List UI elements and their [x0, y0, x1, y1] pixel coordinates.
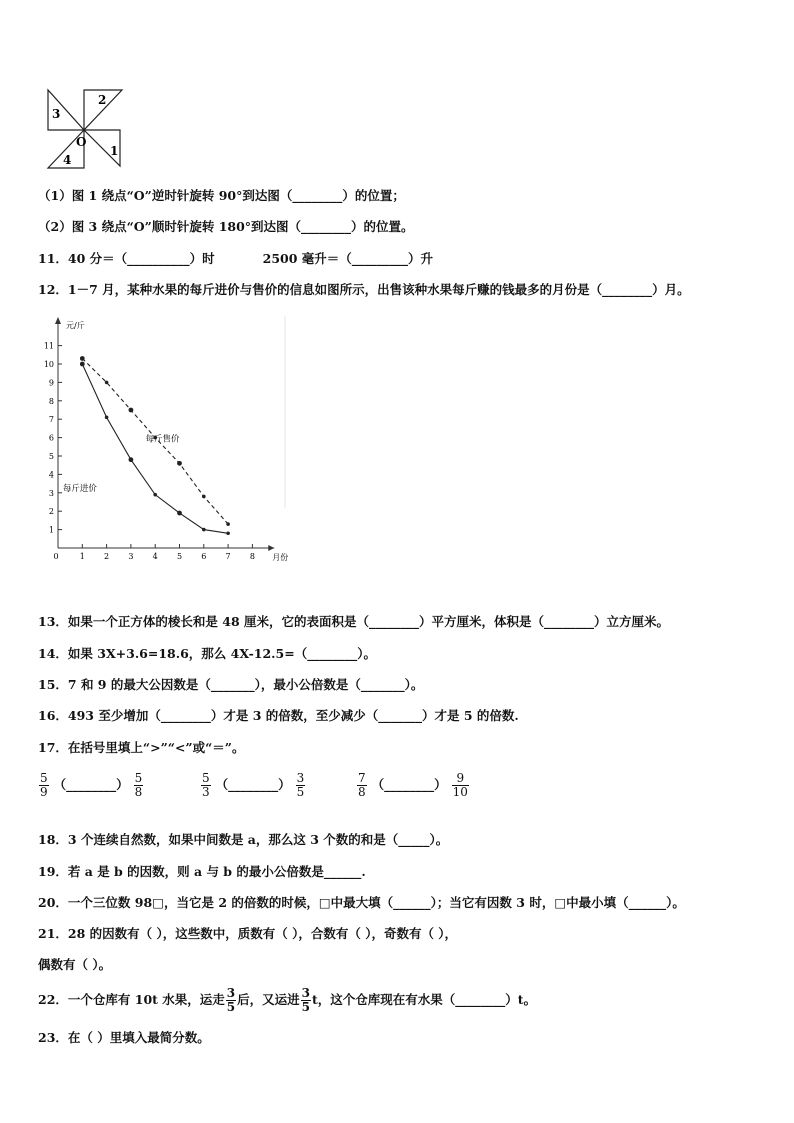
data-point	[202, 495, 206, 499]
q17-comparisons	[0, 772, 794, 816]
fraction: $\frac{7}{8}$	[358, 771, 366, 799]
data-point	[80, 356, 85, 361]
figure-label-4: 4	[63, 153, 72, 167]
fraction: $\frac{3}{5}$	[226, 986, 236, 1014]
q22-pre: 一个仓库有 10t 水果，运走	[67, 992, 225, 1007]
fraction: $\frac{3}{5}$	[301, 986, 311, 1014]
q11-part2: 2500 毫升＝（_________）升	[262, 251, 434, 266]
q19-number: 19．	[38, 864, 68, 879]
x-tick-label: 8	[249, 552, 255, 561]
y-axis-arrow	[55, 317, 61, 324]
compare-blank[interactable]: （________）	[371, 777, 447, 792]
compare-blank[interactable]: （________）	[215, 777, 291, 792]
fraction: $\frac{3}{5}$	[296, 771, 305, 799]
q14	[38, 646, 376, 662]
q17-number: 17．	[38, 740, 68, 755]
q12-number: 12．	[38, 282, 68, 297]
y-tick-label: 2	[48, 507, 54, 517]
y-tick-label: 9	[48, 378, 54, 388]
q23-number: 23．	[38, 1030, 68, 1045]
fraction: $\frac{5}{3}$	[202, 771, 210, 799]
series-label-2: 每斤进价	[62, 483, 97, 494]
q17-pair-1	[38, 772, 144, 799]
q11-part1: 40 分＝（__________）时	[67, 251, 215, 266]
q21-number: 21．	[38, 926, 68, 941]
figure-label-2: 2	[98, 93, 107, 107]
q13	[38, 614, 669, 630]
x-tick-label: 1	[79, 552, 85, 561]
rotation-figure	[44, 88, 126, 170]
data-point	[105, 416, 109, 420]
x-tick-label: 2	[104, 552, 110, 561]
q18-number: 18．	[38, 832, 68, 847]
q22-post: t，这个仓库现在有水果（________）t。	[312, 992, 537, 1007]
price-chart	[40, 312, 300, 570]
x-tick-label: 6	[201, 552, 207, 561]
compare-blank[interactable]: （________）	[53, 777, 129, 792]
fraction: $\frac{5}{8}$	[134, 771, 143, 799]
y-tick-label: 8	[48, 396, 54, 406]
series-line-2	[82, 364, 228, 533]
y-tick-label: 3	[48, 488, 54, 498]
q15-text: 7 和 9 的最大公因数是（_______），最小公倍数是（_______）。	[67, 677, 424, 692]
q10-sub2: （2）图 3 绕点“O”顺时针旋转 180°到达图（________）的位置。	[38, 219, 414, 234]
q17-pair-3	[356, 772, 470, 799]
q21-line2: 偶数有（ ）。	[38, 957, 112, 972]
x-tick-label: 7	[225, 552, 231, 561]
x-tick-label: 3	[128, 552, 134, 561]
y-tick-label: 1	[48, 525, 54, 535]
q14-text: 如果 3X+3.6=18.6，那么 4X-12.5=（________）。	[67, 646, 376, 661]
q14-number: 14．	[38, 646, 68, 661]
q23-text: 在（ ）里填入最简分数。	[67, 1030, 210, 1045]
y-tick-label: 7	[48, 415, 54, 425]
y-tick-label: 5	[48, 452, 54, 461]
q12	[38, 282, 690, 298]
q20-text: 一个三位数 98□，当它是 2 的倍数的时候，□中最大填（______）；当它有因数 3 时，□中最小填（______）。	[67, 895, 685, 910]
q17-pair-2	[200, 772, 306, 799]
q16-text: 493 至少增加（________）才是 3 的倍数，至少减少（_______）才是 5 的倍数.	[67, 708, 519, 723]
data-point	[105, 381, 109, 385]
q22-mid: 后，又运进	[237, 992, 300, 1007]
data-point	[177, 461, 182, 466]
data-point	[80, 362, 85, 367]
q13-text: 如果一个正方体的棱长和是 48 厘米，它的表面积是（________）平方厘米，体积是（________）立方厘米。	[67, 614, 670, 629]
x-axis-label: 月份	[272, 553, 289, 562]
q19-text: 若 a 是 b 的因数，则 a 与 b 的最小公倍数是______.	[67, 864, 366, 879]
x-tick-label: 4	[152, 552, 158, 561]
q12-text: 1－7 月，某种水果的每斤进价与售价的信息如图所示，出售该种水果每斤赚的钱最多的月份是（________）月。	[67, 282, 690, 297]
fraction: $\frac{9}{10}$	[452, 771, 468, 799]
q17	[38, 740, 245, 756]
q15	[38, 677, 423, 693]
data-point	[153, 493, 157, 497]
y-tick-label: 6	[48, 433, 54, 443]
q11	[38, 251, 433, 267]
y-tick-label: 4	[48, 470, 54, 480]
figure-label-1: 1	[110, 144, 119, 158]
q18-text: 3 个连续自然数，如果中间数是 a，那么这 3 个数的和是（_____）。	[67, 832, 449, 847]
x-axis-arrow	[268, 545, 274, 551]
fraction: $\frac{5}{9}$	[40, 771, 48, 799]
q16-number: 16．	[38, 708, 68, 723]
data-point	[129, 457, 134, 462]
origin-label: 0	[53, 552, 59, 561]
q18	[38, 832, 448, 848]
data-point	[226, 522, 230, 526]
q15-number: 15．	[38, 677, 68, 692]
y-tick-label: 11	[43, 341, 54, 351]
q21-line1	[38, 926, 457, 942]
figure-label-o: O	[76, 135, 87, 149]
x-tick-label: 5	[176, 552, 183, 561]
q19	[38, 864, 366, 880]
q13-number: 13．	[38, 614, 68, 629]
q20	[38, 895, 685, 911]
data-point	[202, 528, 206, 532]
data-point	[226, 531, 230, 535]
data-point	[177, 511, 182, 516]
q16	[38, 708, 519, 724]
q20-number: 20．	[38, 895, 68, 910]
q11-number: 11．	[38, 251, 68, 266]
y-tick-label: 10	[43, 360, 54, 369]
data-point	[129, 408, 134, 413]
q10-sub1: （1）图 1 绕点“O”逆时针旋转 90°到达图（________）的位置；	[38, 188, 405, 203]
y-axis-label: 元/斤	[66, 321, 85, 330]
q22	[38, 986, 536, 1014]
q22-number: 22．	[38, 992, 68, 1007]
q21-text: 28 的因数有（ ），这些数中，质数有（ ），合数有（ ），奇数有（ ），	[67, 926, 458, 941]
q17-text: 在括号里填上“>”“<”或“＝”。	[67, 740, 245, 755]
series-label-1: 每斤售价	[145, 434, 180, 445]
figure-label-3: 3	[52, 107, 61, 121]
q23	[38, 1030, 210, 1046]
